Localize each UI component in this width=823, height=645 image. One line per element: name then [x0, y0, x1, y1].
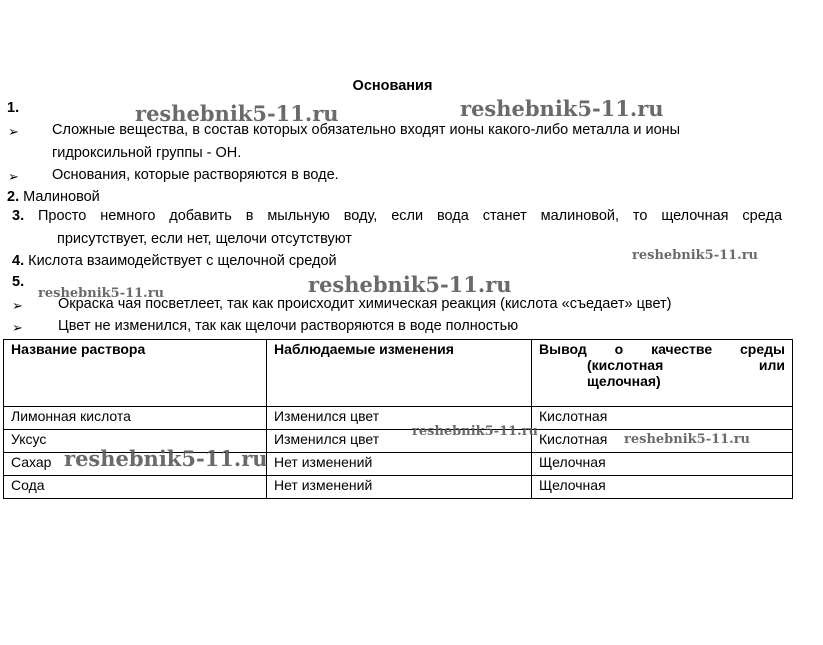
- item-5-bullet-1: Окраска чая посветлеет, так как происходит химическая реакция (кислота «съедает» цвет): [58, 296, 672, 312]
- item-4: [12, 253, 337, 269]
- item-2: [7, 189, 100, 205]
- cell-conclusion: Щелочная: [532, 453, 793, 476]
- header-word: о: [614, 341, 624, 357]
- watermark: reshebnik5-11.ru: [38, 286, 165, 301]
- cell-changes: Нет изменений: [267, 453, 532, 476]
- header-observed-changes: Наблюдаемые изменения: [267, 340, 532, 407]
- bullet-arrow-icon: ➢: [8, 169, 19, 184]
- table-header-row: [4, 340, 793, 407]
- cell-changes: Изменился цвет: [267, 430, 532, 453]
- item-1-bullet-2: Основания, которые растворяются в воде.: [52, 167, 339, 183]
- header-word: (кислотная: [587, 357, 664, 373]
- bullet-arrow-icon: ➢: [8, 124, 19, 139]
- item-1-bullet-1: Сложные вещества, в состав которых обязательно входят ионы какого-либо металла и ионы: [52, 122, 681, 138]
- watermark: reshebnik5-11.ru: [308, 272, 512, 297]
- header-conclusion-line-1: [539, 341, 785, 357]
- cell-changes: Изменился цвет: [267, 407, 532, 430]
- watermark: reshebnik5-11.ru: [412, 424, 539, 439]
- header-word: качестве: [651, 341, 713, 357]
- item-5-bullet-2: Цвет не изменился, так как щелочи растворяются в воде полностью: [58, 318, 519, 334]
- header-conclusion-line-2: [539, 357, 785, 373]
- cell-solution: Лимонная кислота: [4, 407, 267, 430]
- table-row: [4, 407, 793, 430]
- header-word: или: [758, 357, 785, 373]
- item-1-bullet-1-cont: гидроксильной группы - OH.: [52, 145, 242, 161]
- item-1-number: 1.: [7, 100, 20, 116]
- watermark: reshebnik5-11.ru: [632, 248, 759, 263]
- item-5-number: 5.: [12, 274, 25, 290]
- header-word: среды: [740, 341, 785, 357]
- watermark: reshebnik5-11.ru: [624, 432, 751, 447]
- cell-solution: Сахар: [4, 453, 267, 476]
- item-2-number: 2.: [7, 189, 20, 205]
- bullet-arrow-icon: ➢: [12, 298, 23, 313]
- cell-conclusion: Кислотная: [532, 407, 793, 430]
- cell-changes: Нет изменений: [267, 476, 532, 499]
- header-conclusion-line-3: щелочная): [587, 373, 661, 389]
- header-conclusion: [532, 340, 793, 407]
- item-4-number: 4.: [12, 253, 25, 269]
- cell-conclusion: Кислотная: [532, 430, 793, 453]
- cell-conclusion: Щелочная: [532, 476, 793, 499]
- header-solution-name: Название раствора: [4, 340, 267, 407]
- item-2-text: Малиновой: [23, 189, 100, 205]
- cell-solution: Сода: [4, 476, 267, 499]
- cell-solution: Уксус: [4, 430, 267, 453]
- page-title: Основания: [352, 78, 433, 94]
- watermark: reshebnik5-11.ru: [135, 101, 339, 126]
- item-3-line-1: [12, 208, 782, 224]
- results-table: [3, 339, 793, 499]
- bullet-arrow-icon: ➢: [12, 320, 23, 335]
- item-3-line-2: присутствует, если нет, щелочи отсутствуют: [57, 231, 352, 247]
- table-row: [4, 476, 793, 499]
- item-4-text: Кислота взаимодействует с щелочной средой: [28, 253, 337, 269]
- watermark: reshebnik5-11.ru: [460, 96, 664, 121]
- item-3-number: 3.: [12, 208, 25, 224]
- item-3-text: Просто немного добавить в мыльную воду, если вода станет малиновой, то щелочная среда: [38, 208, 783, 224]
- header-word: Вывод: [539, 341, 587, 357]
- watermark: reshebnik5-11.ru: [64, 446, 268, 471]
